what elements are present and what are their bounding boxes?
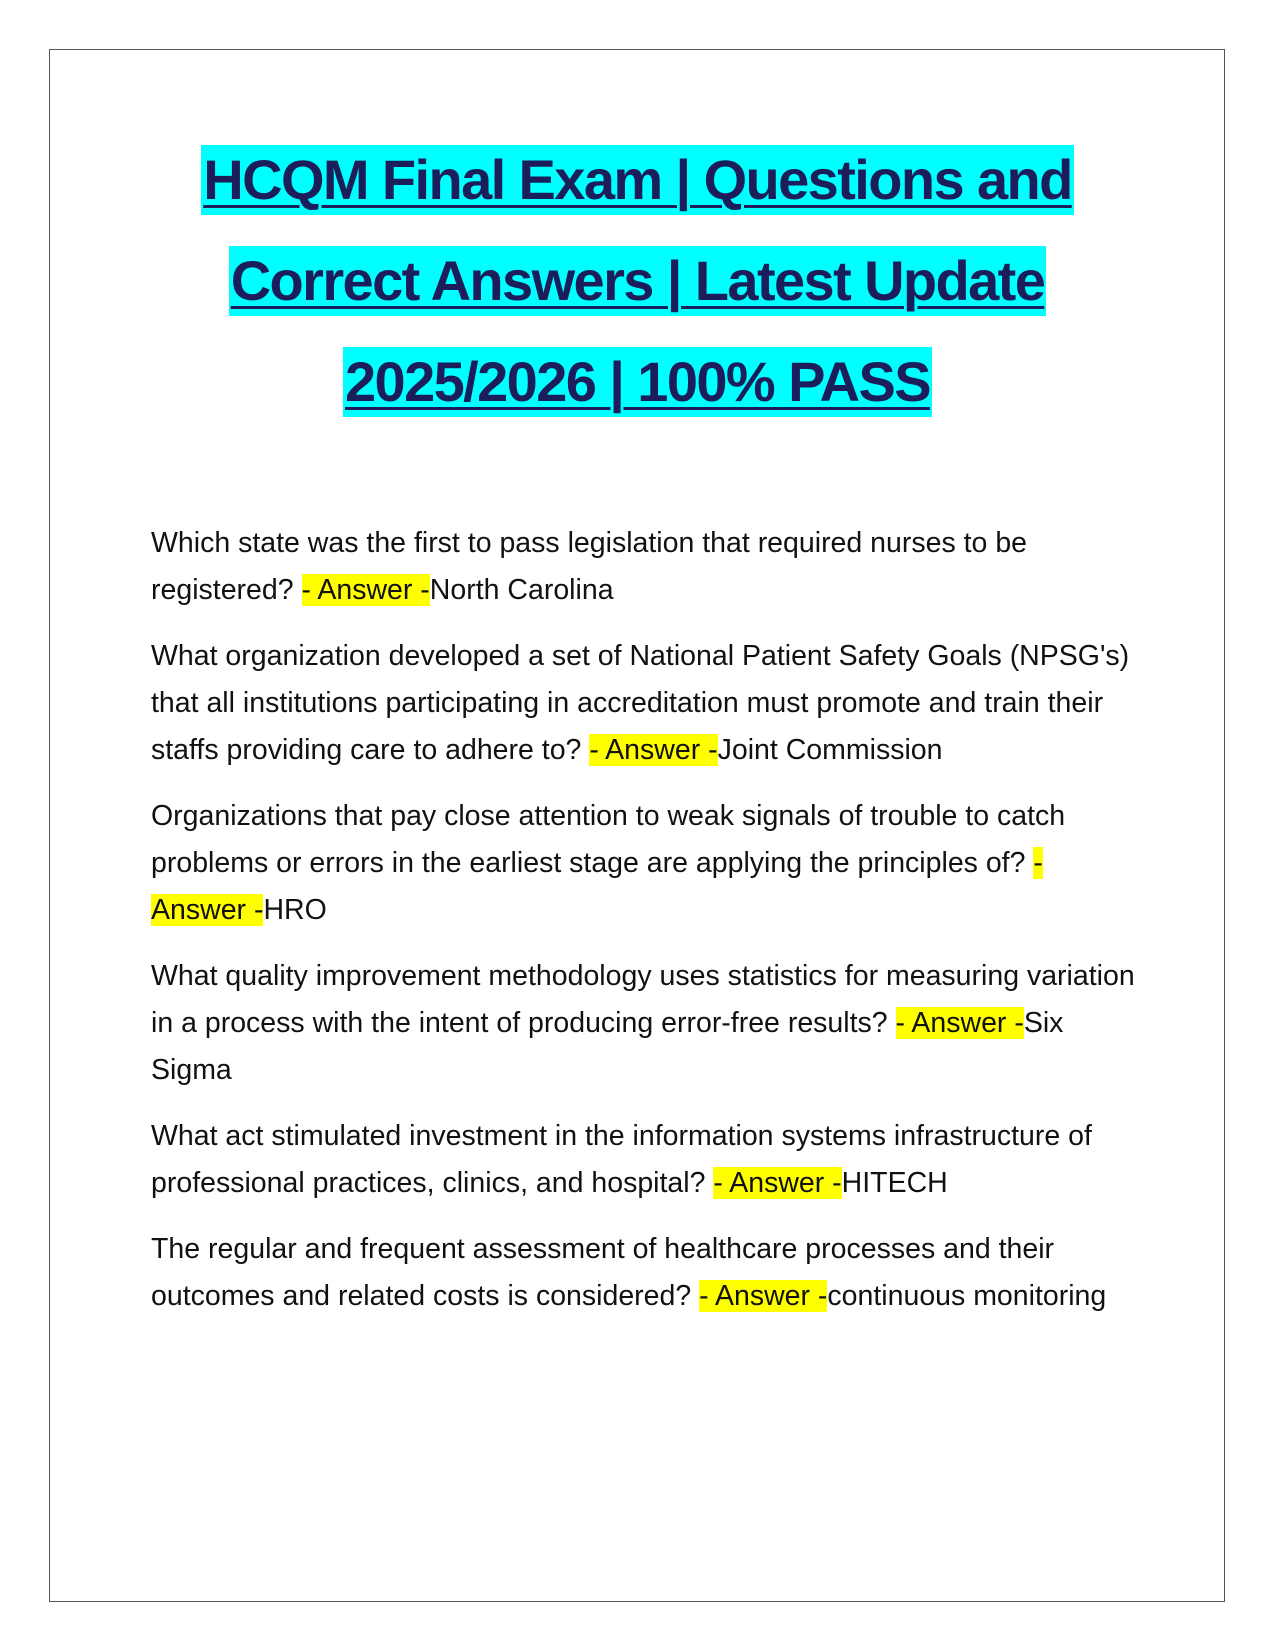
answer-text: North Carolina [429,574,614,606]
qa-item [151,1113,1136,1207]
title-line-text: 2025/2026 | 100% PASS [343,347,932,417]
qa-item [151,1226,1136,1320]
question-text: What act stimulated investment in the information systems infrastructure of professional practices, clinics, and hospital? [151,1120,1092,1199]
answer-text: Six Sigma [151,1007,1064,1086]
answer-text: HITECH [841,1167,948,1199]
qa-item [151,633,1136,774]
qa-list [151,520,1136,1339]
title-line [100,347,1175,448]
answer-marker: - Answer - [699,1280,828,1312]
question-text: Which state was the first to pass legislation that required nurses to be registered? [151,527,1028,606]
question-text: What organization developed a set of National Patient Safety Goals (NPSG's) that all institutions participating in accreditation must promote and train their staffs providing care to adhere to? [151,640,1130,766]
qa-item [151,953,1136,1094]
document-title [100,145,1175,448]
question-text: The regular and frequent assessment of healthcare processes and their outcomes and related costs is considered? [151,1233,1055,1312]
qa-item [151,520,1136,614]
answer-marker: - Answer - [713,1167,842,1199]
answer-text: HRO [263,894,327,926]
answer-text: Joint Commission [717,734,943,766]
answer-marker: - Answer - [589,734,718,766]
question-text: What quality improvement methodology uses statistics for measuring variation in a process with the intent of producing error-free results? [151,960,1135,1039]
title-line [100,246,1175,347]
answer-marker: - Answer - [895,1007,1024,1039]
qa-item [151,793,1136,934]
question-text: Organizations that pay close attention to weak signals of trouble to catch problems or errors in the earliest stage are applying the principles of? [151,800,1066,879]
title-line-text: HCQM Final Exam | Questions and [201,145,1073,215]
answer-marker: - Answer - [301,574,430,606]
answer-text: continuous monitoring [827,1280,1107,1312]
answer-marker: - Answer - [151,847,1043,926]
title-line-text: Correct Answers | Latest Update [229,246,1047,316]
title-line [100,145,1175,246]
